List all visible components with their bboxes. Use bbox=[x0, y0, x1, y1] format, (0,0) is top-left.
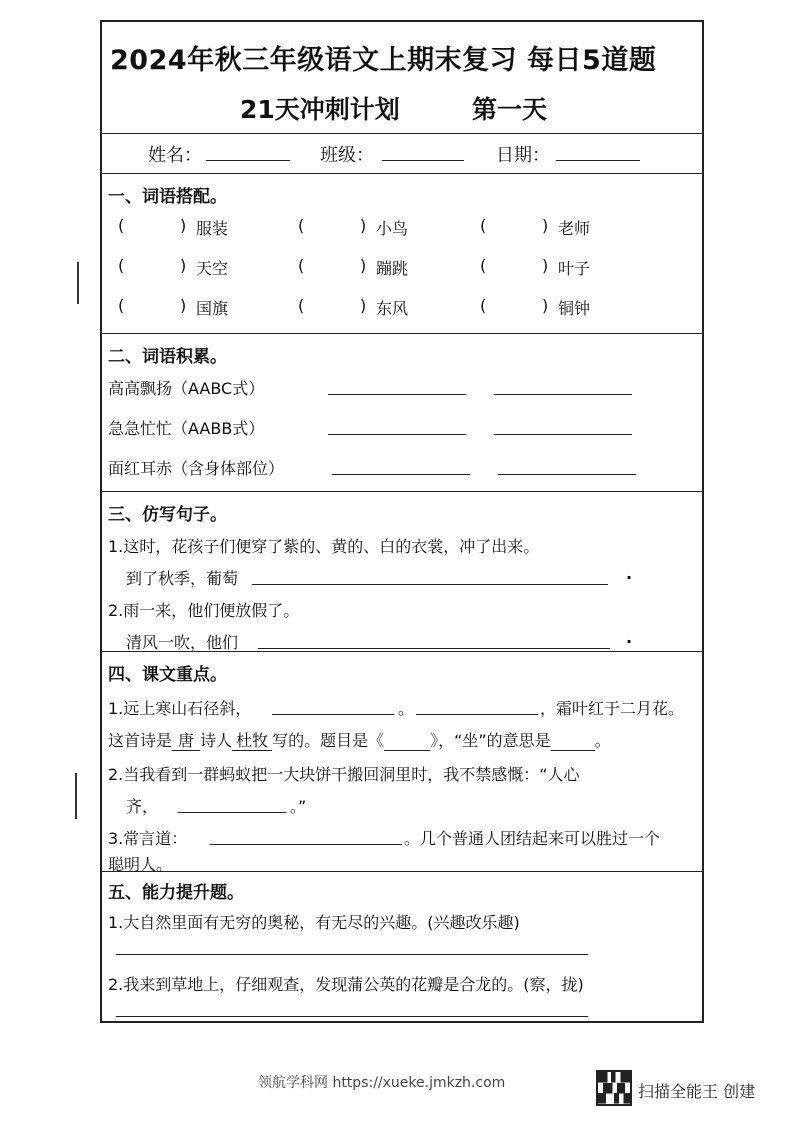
open-paren: ( bbox=[298, 296, 305, 315]
section3-heading: 三、仿写句子。 bbox=[108, 505, 227, 525]
word-item: 小鸟 bbox=[376, 219, 409, 238]
word-item: 国旗 bbox=[196, 299, 229, 318]
close-paren: ) bbox=[360, 216, 367, 235]
question-text: 。” bbox=[290, 797, 307, 816]
question-text: 1.这时，花孩子们便穿了紫的、黄的、白的衣裳，冲了出来。 bbox=[108, 537, 540, 556]
question-text: ，霜叶红于二月花。 bbox=[540, 699, 685, 718]
student-info-row bbox=[102, 134, 702, 174]
word-item: 服装 bbox=[196, 219, 229, 238]
class-field[interactable] bbox=[382, 142, 464, 161]
close-paren: ) bbox=[180, 216, 187, 235]
plan-title: 21天冲刺计划 bbox=[240, 95, 400, 124]
question-text: 。 bbox=[398, 699, 415, 718]
question-prompt: 到了秋季，葡萄 bbox=[126, 569, 239, 588]
name-label: 姓名： bbox=[148, 145, 202, 166]
meaning-blank[interactable] bbox=[551, 736, 595, 751]
word-item: 天空 bbox=[196, 259, 229, 278]
question-text: 2.当我看到一群蚂蚁把一大块饼干搬回洞里时，我不禁感慨：“人心 bbox=[108, 765, 580, 784]
close-paren: ) bbox=[360, 296, 367, 315]
answer-blank[interactable] bbox=[210, 826, 402, 845]
scanner-watermark: 扫描全能王 创建 bbox=[638, 1082, 756, 1101]
close-paren: ) bbox=[542, 216, 549, 235]
worksheet bbox=[100, 20, 704, 1023]
dynasty-answer: 唐 bbox=[172, 731, 200, 751]
title-prompt: 写的。题目是《 bbox=[272, 731, 385, 750]
open-paren: ( bbox=[118, 296, 125, 315]
answer-blank[interactable] bbox=[494, 416, 632, 435]
word-item: 老师 bbox=[558, 219, 591, 238]
question-prompt: 清风一吹，他们 bbox=[126, 633, 239, 652]
section5-heading: 五、能力提升题。 bbox=[108, 883, 244, 903]
accumulation-prompt: 高高飘扬（AABC式） bbox=[108, 379, 265, 398]
question-text: 聪明人。 bbox=[108, 855, 173, 874]
answer-blank[interactable] bbox=[328, 376, 466, 395]
close-paren: ) bbox=[542, 296, 549, 315]
day-label: 第一天 bbox=[472, 95, 548, 124]
answer-blank[interactable] bbox=[252, 566, 608, 585]
open-paren: ( bbox=[298, 216, 305, 235]
period-mark: . bbox=[626, 564, 633, 583]
section-sentence-imitation bbox=[102, 492, 702, 652]
question-text: 齐， bbox=[126, 797, 159, 816]
answer-blank[interactable] bbox=[272, 696, 394, 715]
answer-blank[interactable] bbox=[498, 456, 636, 475]
answer-line[interactable] bbox=[116, 998, 588, 1017]
open-paren: ( bbox=[480, 296, 487, 315]
close-paren: ) bbox=[360, 256, 367, 275]
title-blank[interactable] bbox=[384, 736, 430, 751]
answer-blank[interactable] bbox=[494, 376, 632, 395]
question-text: 2.雨一来，他们便放假了。 bbox=[108, 601, 300, 620]
end-mark: 。 bbox=[594, 731, 611, 750]
source-footer: 领航学科网 https://xueke.jmkzh.com bbox=[258, 1075, 506, 1091]
answer-line[interactable] bbox=[116, 936, 588, 955]
poet-label: 诗人 bbox=[200, 731, 233, 750]
question-text: 。几个普通人团结起来可以胜过一个 bbox=[404, 829, 661, 848]
period-mark: . bbox=[626, 628, 633, 647]
answer-blank[interactable] bbox=[416, 696, 538, 715]
section4-heading: 四、课文重点。 bbox=[108, 665, 227, 685]
answer-blank[interactable] bbox=[178, 794, 286, 813]
answer-blank[interactable] bbox=[332, 456, 470, 475]
class-label: 班级： bbox=[320, 145, 374, 166]
section2-heading: 二、词语积累。 bbox=[108, 347, 227, 367]
name-field[interactable] bbox=[206, 142, 290, 161]
meaning-prompt: 》，“坐”的意思是 bbox=[430, 731, 551, 750]
qr-code-icon bbox=[596, 1070, 632, 1106]
poet-answer: 杜牧 bbox=[232, 731, 272, 751]
open-paren: ( bbox=[298, 256, 305, 275]
question-text: 1.大自然里面有无穷的奥秘，有无尽的兴趣。(兴趣改乐趣) bbox=[108, 913, 520, 932]
open-paren: ( bbox=[480, 216, 487, 235]
question-text: 2.我来到草地上，仔细观查，发现蒲公英的花瓣是合龙的。(察，拢) bbox=[108, 975, 584, 994]
poem-intro: 这首诗是 bbox=[108, 731, 173, 750]
question-text bbox=[108, 728, 611, 751]
open-paren: ( bbox=[118, 216, 125, 235]
question-text: 1.远上寒山石径斜， bbox=[108, 699, 252, 718]
question-text: 3.常言道： bbox=[108, 829, 188, 848]
binding-mark-bottom bbox=[75, 773, 77, 819]
date-label: 日期： bbox=[496, 145, 550, 166]
word-item: 叶子 bbox=[558, 259, 591, 278]
answer-blank[interactable] bbox=[258, 630, 610, 649]
section-word-accumulation bbox=[102, 334, 702, 492]
section-word-matching bbox=[102, 174, 702, 334]
title-block bbox=[102, 22, 702, 134]
close-paren: ) bbox=[180, 256, 187, 275]
date-field[interactable] bbox=[556, 142, 640, 161]
close-paren: ) bbox=[180, 296, 187, 315]
section-text-key-points bbox=[102, 652, 702, 872]
open-paren: ( bbox=[480, 256, 487, 275]
section1-heading: 一、词语搭配。 bbox=[108, 187, 227, 207]
answer-blank[interactable] bbox=[328, 416, 466, 435]
close-paren: ) bbox=[542, 256, 549, 275]
accumulation-prompt: 急急忙忙（AABB式） bbox=[108, 419, 265, 438]
worksheet-title: 2024年秋三年级语文上期末复习 每日5道题 bbox=[110, 45, 657, 76]
word-item: 东风 bbox=[376, 299, 409, 318]
open-paren: ( bbox=[118, 256, 125, 275]
word-item: 铜钟 bbox=[558, 299, 591, 318]
word-item: 蹦跳 bbox=[376, 259, 409, 278]
accumulation-prompt: 面红耳赤（含身体部位） bbox=[108, 459, 285, 478]
binding-mark-top bbox=[77, 262, 79, 304]
section-ability-improvement bbox=[102, 872, 702, 1025]
